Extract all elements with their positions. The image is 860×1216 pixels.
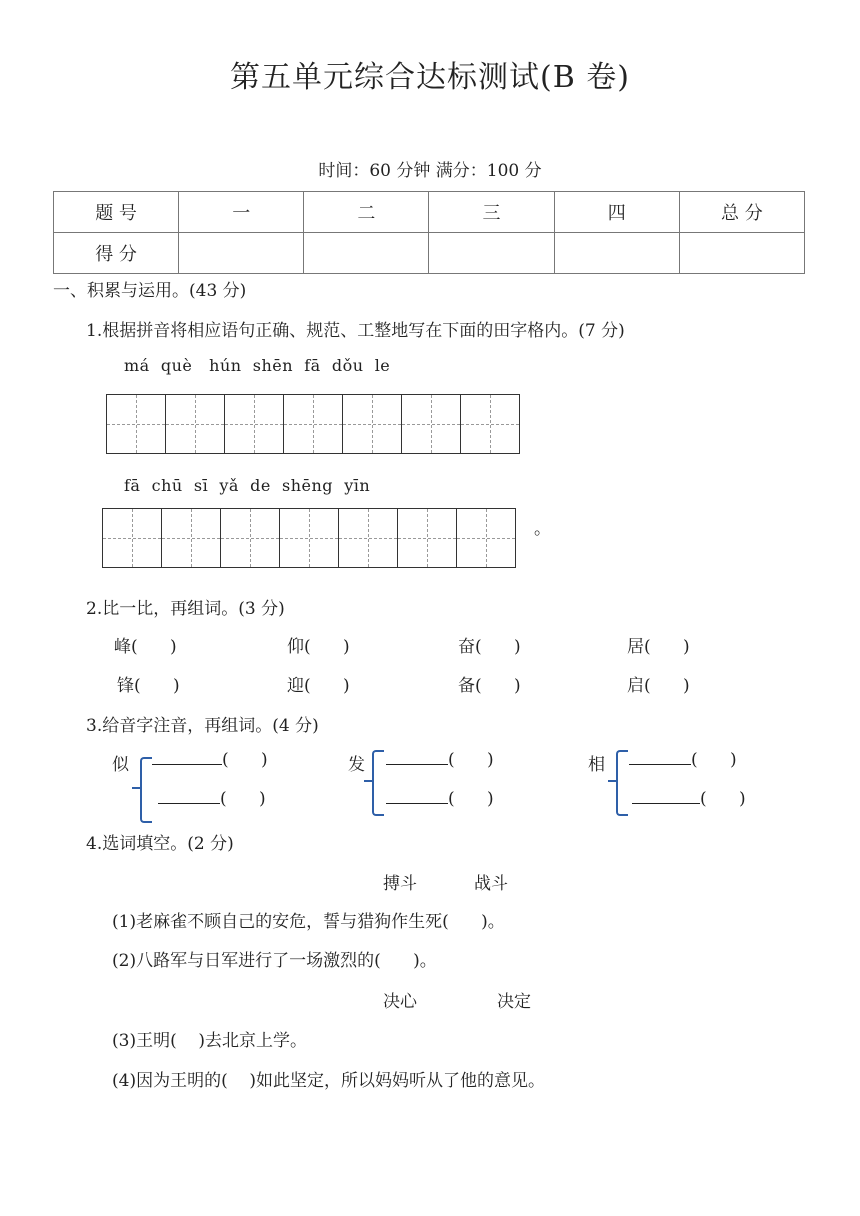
compare-item: 峰( ) <box>114 637 177 657</box>
grid-cell[interactable] <box>402 394 461 454</box>
score-cell[interactable] <box>554 233 679 274</box>
grid-cell[interactable] <box>166 394 225 454</box>
grid-cell[interactable] <box>107 394 166 454</box>
row-label: 得 分 <box>54 233 179 274</box>
question-1-prompt: 1.根据拼音将相应语句正确、规范、工整地写在下面的田字格内。(7 分) <box>86 321 625 341</box>
grid-cell[interactable] <box>398 508 457 568</box>
exam-meta: 时间：60 分钟 满分：100 分 <box>318 161 542 181</box>
answer-line[interactable]: ( ) <box>152 750 268 770</box>
header-cell: 总 分 <box>679 192 804 233</box>
compare-item: 锋( ) <box>117 676 180 696</box>
question-4-prompt: 4.选词填空。(2 分) <box>86 834 234 854</box>
score-table-header-row <box>54 192 805 233</box>
header-cell: 四 <box>554 192 679 233</box>
fill-sentence: (1)老麻雀不顾自己的安危，誓与猎狗作生死( )。 <box>112 912 505 932</box>
score-cell[interactable] <box>304 233 429 274</box>
grid-cell[interactable] <box>343 394 402 454</box>
header-cell: 二 <box>304 192 429 233</box>
compare-item: 居( ) <box>627 637 690 657</box>
score-cell[interactable] <box>429 233 554 274</box>
grid-cell[interactable] <box>280 508 339 568</box>
answer-line[interactable]: ( ) <box>386 750 494 770</box>
writing-grid-2[interactable] <box>102 508 516 568</box>
writing-grid-1[interactable] <box>106 394 520 454</box>
header-cell: 一 <box>179 192 304 233</box>
answer-line[interactable]: ( ) <box>158 789 266 809</box>
header-cell: 三 <box>429 192 554 233</box>
compare-item: 启( ) <box>627 676 690 696</box>
grid-cell[interactable] <box>284 394 343 454</box>
end-punctuation: 。 <box>534 519 551 539</box>
grid-cell[interactable] <box>225 394 284 454</box>
word-choice: 决心 <box>383 992 417 1012</box>
polyphone-char: 似 <box>112 755 129 775</box>
score-cell[interactable] <box>679 233 804 274</box>
grid-cell[interactable] <box>457 508 516 568</box>
grid-cell[interactable] <box>461 394 520 454</box>
polyphone-char: 发 <box>348 755 365 775</box>
answer-line[interactable]: ( ) <box>632 789 746 809</box>
word-choice: 搏斗 <box>383 874 417 894</box>
grid-cell[interactable] <box>103 508 162 568</box>
answer-line[interactable]: ( ) <box>386 789 494 809</box>
polyphone-char: 相 <box>588 755 605 775</box>
compare-item: 奋( ) <box>458 637 521 657</box>
compare-item: 迎( ) <box>287 676 350 696</box>
grid-cell[interactable] <box>221 508 280 568</box>
section-heading: 一、积累与运用。(43 分) <box>53 281 247 301</box>
grid-cell[interactable] <box>162 508 221 568</box>
fill-sentence: (3)王明( )去北京上学。 <box>112 1031 307 1051</box>
question-2-prompt: 2.比一比，再组词。(3 分) <box>86 599 285 619</box>
brace-icon <box>372 750 384 816</box>
answer-line[interactable]: ( ) <box>629 750 737 770</box>
page-title: 第五单元综合达标测试(B 卷) <box>230 60 630 95</box>
pinyin-line-2: fā chū sī yǎ de shēng yīn <box>124 476 371 495</box>
brace-icon <box>140 757 152 823</box>
pinyin-line-1: má què hún shēn fā dǒu le <box>124 356 391 375</box>
word-choice: 决定 <box>497 992 531 1012</box>
brace-icon <box>616 750 628 816</box>
compare-item: 仰( ) <box>287 637 350 657</box>
question-3-prompt: 3.给音字注音，再组词。(4 分) <box>86 716 319 736</box>
fill-sentence: (2)八路军与日军进行了一场激烈的( )。 <box>112 951 437 971</box>
score-table-score-row <box>54 233 805 274</box>
compare-item: 备( ) <box>458 676 521 696</box>
grid-cell[interactable] <box>339 508 398 568</box>
fill-sentence: (4)因为王明的( )如此坚定，所以妈妈听从了他的意见。 <box>112 1071 545 1091</box>
header-cell: 题 号 <box>54 192 179 233</box>
score-table <box>53 191 805 274</box>
score-cell[interactable] <box>179 233 304 274</box>
word-choice: 战斗 <box>474 874 508 894</box>
